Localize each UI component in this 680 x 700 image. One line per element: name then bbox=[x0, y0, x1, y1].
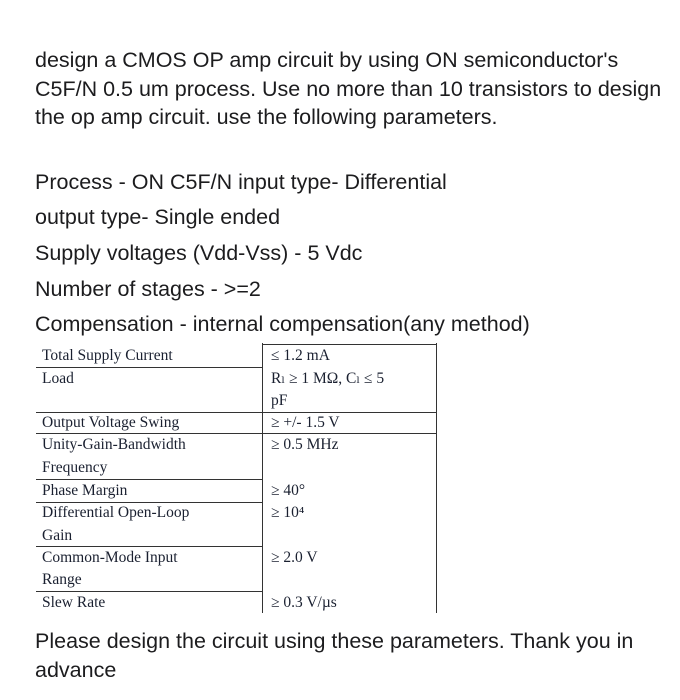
table-divider bbox=[262, 343, 263, 613]
row-label-open-loop-gain: Differential Open-Loop bbox=[42, 504, 190, 521]
row-value-slew-rate: ≥ 0.3 V/µs bbox=[271, 594, 337, 611]
closing-text: Please design the circuit using these parameters. Thank you in advance bbox=[35, 629, 634, 682]
table-row-line bbox=[36, 591, 263, 592]
param-stages: Number of stages - >=2 bbox=[35, 277, 261, 301]
row-value-output-swing: ≥ +/- 1.5 V bbox=[271, 414, 340, 431]
row-value-open-loop-gain: ≥ 10⁴ bbox=[271, 504, 305, 521]
table-row-line bbox=[36, 479, 263, 480]
table-row-line bbox=[36, 412, 437, 413]
table-row-line bbox=[36, 502, 263, 503]
row-label-slew-rate: Slew Rate bbox=[42, 594, 106, 611]
table-row-line bbox=[36, 367, 263, 368]
row-value-phase-margin: ≥ 40° bbox=[271, 482, 306, 499]
param-supply-voltage: Supply voltages (Vdd-Vss) - 5 Vdc bbox=[35, 241, 363, 265]
row-value-cm-input-range: ≥ 2.0 V bbox=[271, 549, 318, 566]
param-compensation: Compensation - internal compensation(any method) bbox=[35, 312, 530, 336]
question-intro: design a CMOS OP amp circuit by using ON semiconductor's C5F/N 0.5 um process. Use no more than 10 transistors to design the op amp circuit. use the following parameters. bbox=[35, 48, 662, 129]
row-label-supply-current: Total Supply Current bbox=[42, 347, 173, 364]
param-process: Process - ON C5F/N input type- Differential bbox=[35, 170, 447, 194]
row-value-ugb: ≥ 0.5 MHz bbox=[271, 436, 339, 453]
row-label-open-loop-gain-cont: Gain bbox=[42, 527, 73, 544]
row-label-phase-margin: Phase Margin bbox=[42, 482, 128, 499]
row-value-load: Rₗ ≥ 1 MΩ, Cₗ ≤ 5 bbox=[271, 370, 385, 387]
row-label-cm-input-range: Common-Mode Input bbox=[42, 549, 178, 566]
row-value-supply-current: ≤ 1.2 mA bbox=[271, 347, 330, 364]
table-border-right bbox=[436, 343, 437, 613]
row-label-ugb-cont: Frequency bbox=[42, 459, 108, 476]
param-output-type: output type- Single ended bbox=[35, 205, 281, 229]
table-row-line bbox=[36, 433, 437, 434]
row-label-output-swing: Output Voltage Swing bbox=[42, 414, 180, 431]
table-row-line bbox=[36, 546, 263, 547]
spec-table bbox=[36, 343, 438, 613]
row-label-load: Load bbox=[42, 370, 74, 387]
table-border-top bbox=[263, 344, 437, 345]
row-value-load-cont: pF bbox=[271, 392, 288, 409]
row-label-cm-input-range-cont: Range bbox=[42, 571, 82, 588]
row-label-ugb: Unity-Gain-Bandwidth bbox=[42, 436, 186, 453]
